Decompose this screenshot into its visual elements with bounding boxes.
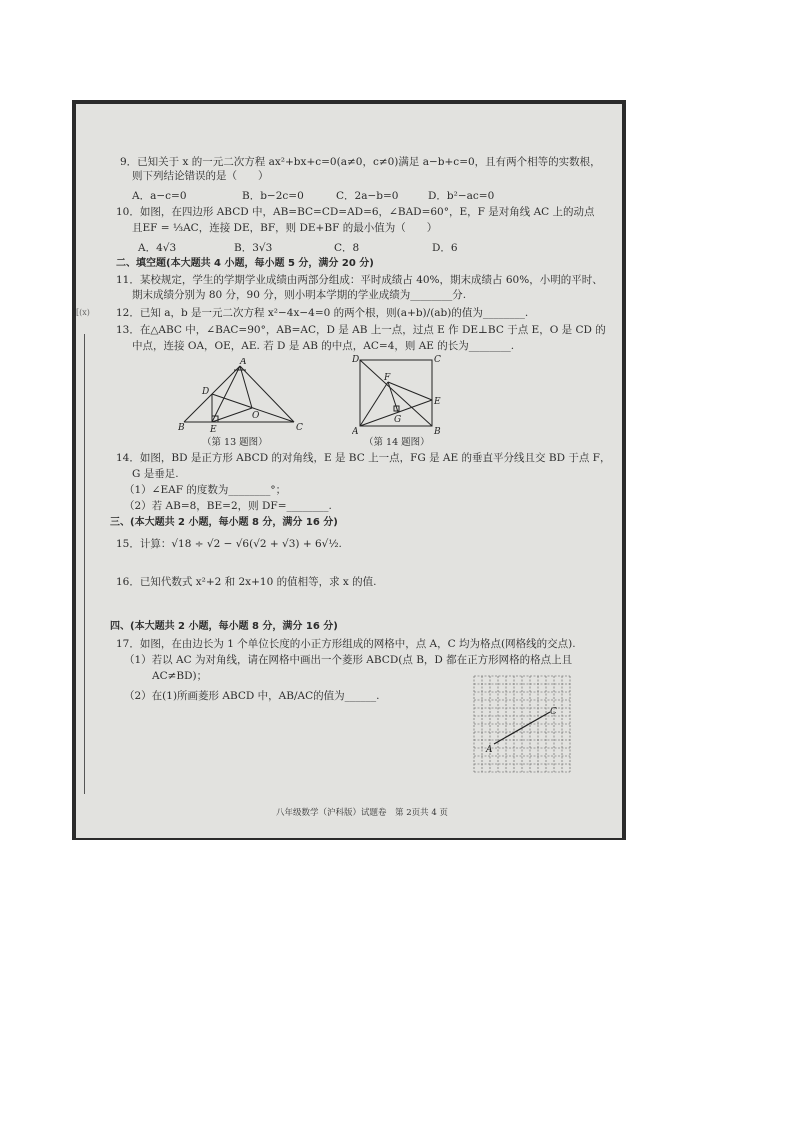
fig14-label-c: C: [434, 355, 441, 365]
fig13-label-o: O: [252, 411, 260, 421]
q17-grid: [472, 674, 576, 780]
fig13-label-a: A: [240, 358, 247, 367]
fig14-label-e: E: [434, 397, 441, 407]
q17-part-1a: （1）若以 AC 为对角线，请在网格中画出一个菱形 ABCD(点 B，D 都在正方形网格的格点上且: [124, 654, 573, 666]
q14-line-1: 14．如图，BD 是正方形 ABCD 的对角线，E 是 BC 上一点，FG 是 AE 的垂直平分线且交 BD 于点 F，: [116, 452, 611, 464]
fig14-label-f: F: [384, 373, 391, 383]
q10-stem: 10．如图，在四边形 ABCD 中，AB=BC=CD=AD=6，∠BAD=60°，E，F 是对角线 AC 上的动点: [116, 206, 595, 218]
figure-13-caption: （第 13 题图）: [202, 437, 268, 448]
fig14-label-d: D: [352, 355, 360, 365]
q9-stem-2: 则下列结论错误的是（ ）: [132, 170, 269, 182]
fig14-label-b: B: [434, 427, 441, 434]
figure-14-caption: （第 14 题图）: [364, 437, 430, 448]
q9-option-b: B．b−2c=0: [242, 190, 304, 202]
q17-part-1b: AC≠BD)；: [152, 670, 208, 682]
q13-line-1: 13．在△ABC 中，∠BAC=90°，AB=AC，D 是 AB 上一点，过点 E 作 DE⊥BC 于点 E，O 是 CD 的: [116, 324, 606, 336]
section-2-title: 二、填空题(本大题共 4 小题，每小题 5 分，满分 20 分): [116, 258, 374, 269]
q16-line-1: 16．已知代数式 x²+2 和 2x+10 的值相等，求 x 的值.: [116, 576, 377, 588]
figure-14: [352, 354, 442, 434]
q10-option-b: B．3√3: [234, 242, 273, 254]
section-3-title: 三、(本大题共 2 小题，每小题 8 分，满分 16 分): [110, 517, 338, 528]
q13-line-2: 中点，连接 OA，OE，AE. 若 D 是 AB 的中点，AC=4，则 AE 的长为________.: [132, 340, 515, 352]
photo-frame: [72, 100, 626, 840]
exam-page: [76, 104, 622, 838]
q11-line-2: 期末成绩分别为 80 分，90 分，则小明本学期的学业成绩为________分.: [132, 289, 467, 301]
q14-line-2: G 是垂足.: [132, 468, 179, 480]
fig13-label-b: B: [178, 423, 185, 433]
section-4-title: 四、(本大题共 2 小题，每小题 8 分，满分 16 分): [110, 621, 338, 632]
q9-stem: 9．已知关于 x 的一元二次方程 ax²+bx+c=0(a≠0，c≠0)满足 a−b+c=0，且有两个相等的实数根，: [120, 156, 601, 168]
q12-line-1: 12．已知 a，b 是一元二次方程 x²−4x−4=0 的两个根，则(a+b)/(ab)的值为________.: [116, 307, 529, 319]
grid-label-c: C: [550, 707, 557, 717]
q11-line-1: 11．某校规定，学生的学期学业成绩由两部分组成：平时成绩占 40%，期末成绩占 60%，小明的平时、: [116, 274, 603, 286]
q14-part-2: （2）若 AB=8，BE=2，则 DF=________.: [124, 500, 332, 512]
page-edge-line: [84, 334, 85, 794]
fig14-label-g: G: [394, 415, 402, 425]
q17-line-1: 17．如图，在由边长为 1 个单位长度的小正方形组成的网格中，点 A，C 均为格点(网格线的交点).: [116, 638, 576, 650]
grid-label-a: A: [486, 745, 493, 755]
q10-option-d: D．6: [432, 242, 458, 254]
fig13-label-c: C: [296, 423, 303, 433]
figure-13: [178, 358, 306, 434]
q10-option-a: A．4√3: [138, 242, 177, 254]
q14-part-1: （1）∠EAF 的度数为________°；: [124, 484, 287, 496]
q9-option-d: D．b²−ac=0: [428, 190, 495, 202]
margin-mark: [(x): [76, 308, 90, 317]
q15-line-1: 15．计算：√18 ÷ √2 − √6(√2 + √3) + 6√½.: [116, 538, 342, 550]
fig13-label-e: E: [210, 425, 217, 434]
fig14-label-a: A: [352, 427, 359, 434]
q9-option-c: C．2a−b=0: [336, 190, 399, 202]
page-footer: 八年级数学（沪科版）试题卷 第 2页共 4 页: [276, 808, 448, 818]
q10-stem-2: 且EF = ⅓AC，连接 DE，BF，则 DE+BF 的最小值为（ ）: [132, 222, 438, 234]
q9-option-a: A．a−c=0: [132, 190, 187, 202]
q17-part-2: （2）在(1)所画菱形 ABCD 中，AB/AC的值为______.: [124, 690, 380, 702]
q10-option-c: C．8: [334, 242, 360, 254]
fig13-label-d: D: [202, 387, 210, 397]
